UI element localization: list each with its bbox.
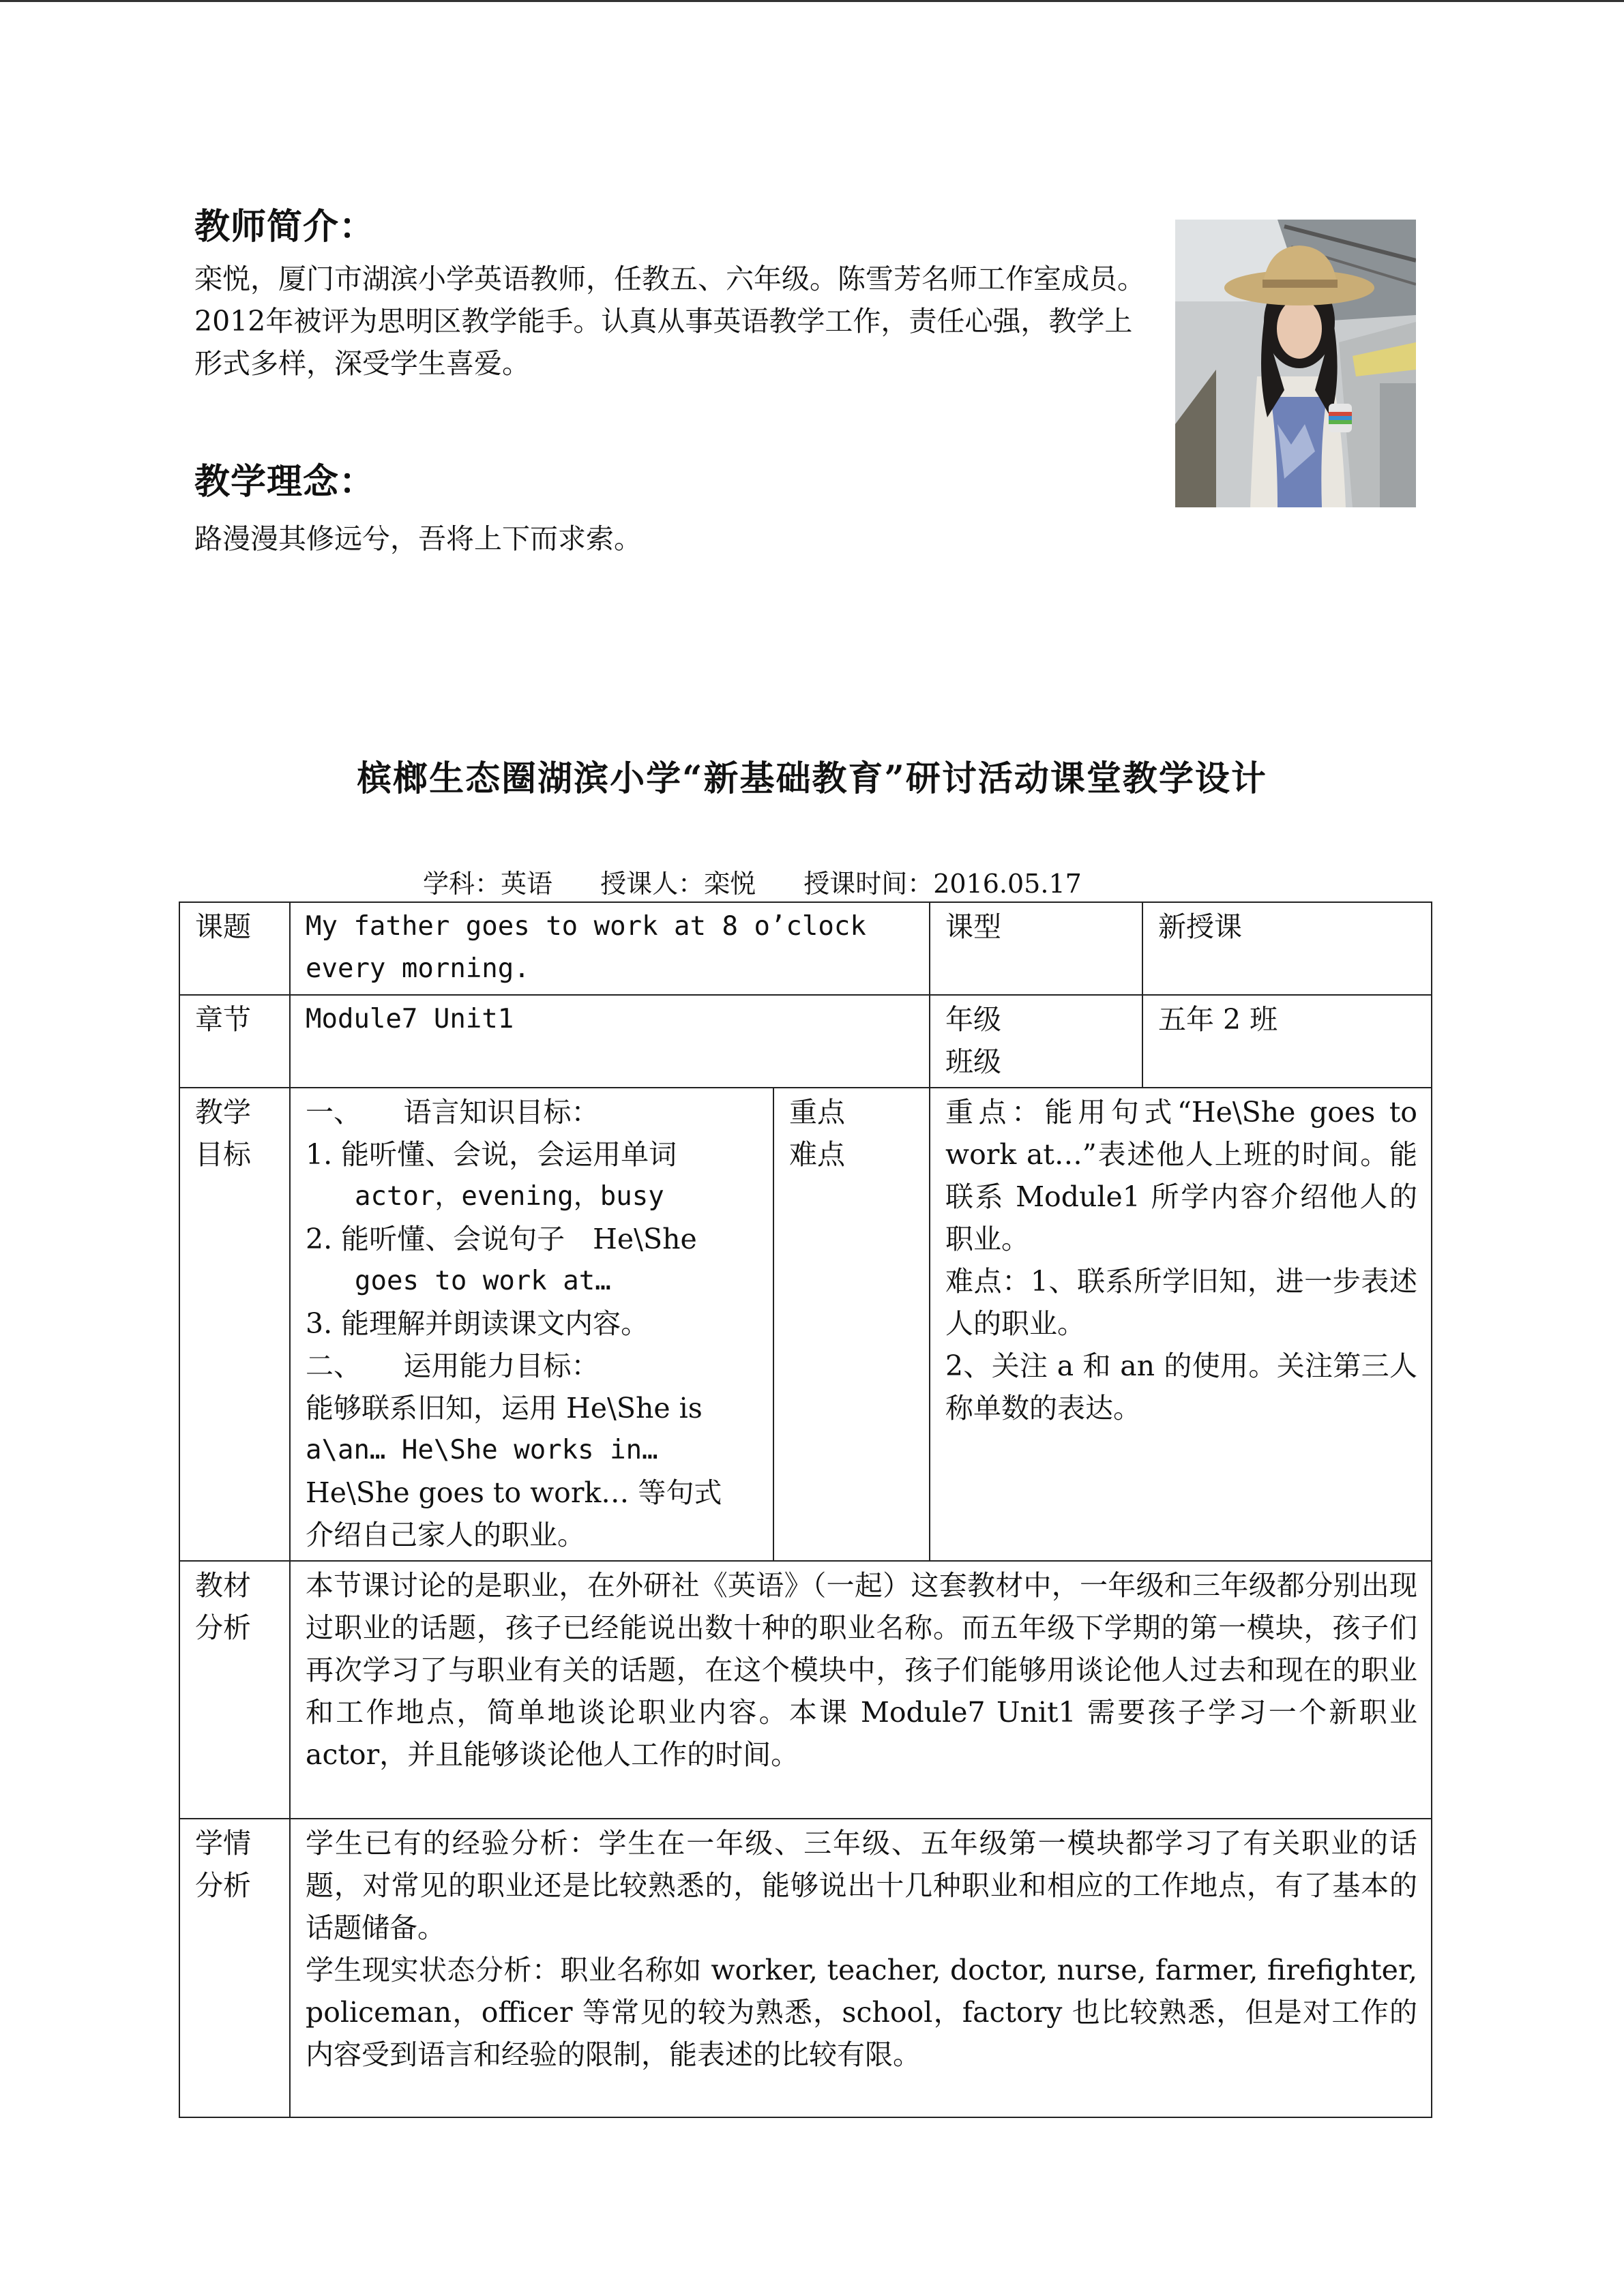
goal-line: 能够联系旧知，运用 He\She is bbox=[306, 1392, 703, 1425]
lesson-type-value: 新授课 bbox=[1142, 902, 1432, 995]
lesson-meta bbox=[423, 863, 1121, 900]
lesson-type-label: 课型 bbox=[930, 902, 1142, 995]
key-point-line: 重点：能用句式“He\She goes to work at…”表述他人上班的时间。能联系 Module1 所学内容介绍他人的职业。 bbox=[945, 1096, 1417, 1255]
table-row-goals bbox=[179, 1088, 1432, 1561]
material-analysis-text: 本节课讨论的是职业，在外研社《英语》（一起）这套教材中，一年级和三年级都分别出现过职业的话题，孩子已经能说出数十种的职业名称。而五年级下学期的第一模块，孩子们再次学习了与职业有关的话题，在这个模块中，孩子们能够用谈论他人过去和现在的职业和工作地点，简单地谈论职业内容。本课 Module7 Unit1 需要孩子学习一个新职业 actor，并且能够谈论他人工作的时间。 bbox=[290, 1561, 1432, 1819]
teacher-photo bbox=[1175, 220, 1416, 507]
grade-label-line2: 班级 bbox=[945, 1045, 1001, 1078]
date-label: 授课时间：2016.05.17 bbox=[803, 869, 1082, 899]
table-row-learners bbox=[179, 1819, 1432, 2117]
chapter-label: 章节 bbox=[179, 995, 290, 1088]
difficulty-line: 难点：1、联系所学旧知，进一步表述人的职业。 bbox=[945, 1265, 1417, 1340]
chapter-value: Module7 Unit1 bbox=[290, 995, 930, 1088]
topic-title-line2: every morning. bbox=[306, 953, 530, 984]
goal-line: 1. 能听懂、会说，会运用单词 bbox=[306, 1138, 677, 1171]
learners-label bbox=[179, 1819, 290, 2117]
grade-value: 五年 2 班 bbox=[1142, 995, 1432, 1088]
table-row-chapter bbox=[179, 995, 1432, 1088]
learners-label-line1: 学情 bbox=[195, 1827, 251, 1860]
teacher-label: 授课人：栾悦 bbox=[600, 869, 756, 899]
key-points-label bbox=[773, 1088, 930, 1561]
table-row-material bbox=[179, 1561, 1432, 1819]
goal-line: 3. 能理解并朗读课文内容。 bbox=[306, 1307, 649, 1340]
goals-label-line2: 目标 bbox=[195, 1138, 251, 1171]
goal-line: actor，evening，busy bbox=[355, 1181, 664, 1212]
material-label-line2: 分析 bbox=[195, 1611, 251, 1644]
key-points-text bbox=[930, 1088, 1432, 1561]
material-label bbox=[179, 1561, 290, 1819]
page-top-border bbox=[0, 0, 1624, 2]
learner-experience-text: 学生已有的经验分析：学生在一年级、三年级、五年级第一模块都学习了有关职业的话题，对常见的职业还是比较熟悉的，能够说出十几种职业和相应的工作地点，有了基本的话题储备。 bbox=[306, 1827, 1417, 1944]
key-label-line1: 重点 bbox=[789, 1096, 845, 1129]
key-label-line2: 难点 bbox=[789, 1138, 845, 1171]
subject-label: 学科：英语 bbox=[423, 869, 553, 899]
goals-label-line1: 教学 bbox=[195, 1096, 251, 1129]
goal-line: goes to work at… bbox=[355, 1266, 611, 1296]
goal-line: 介绍自己家人的职业。 bbox=[306, 1519, 585, 1551]
philosophy-text: 路漫漫其修远兮，吾将上下而求索。 bbox=[194, 522, 642, 555]
goals-list bbox=[290, 1088, 773, 1561]
learner-status-text: 学生现实状态分析：职业名称如 worker, teacher, doctor, nurse, farmer, firefighter, policeman，officer 等常见的较为熟悉，school，factory 也比较熟悉，但是对工作的内容受到语言和经验的限制，能表述的比较有限。 bbox=[306, 1954, 1455, 2071]
goal-line: 一、 语言知识目标： bbox=[306, 1096, 600, 1129]
difficulty-line: 2、关注 a 和 an 的使用。关注第三人称单数的表达。 bbox=[945, 1350, 1417, 1425]
goal-line: 2. 能听懂、会说句子 He\She bbox=[306, 1223, 697, 1255]
intro-heading: 教师简介： bbox=[194, 207, 376, 248]
topic-label: 课题 bbox=[179, 902, 290, 995]
learner-analysis-text bbox=[290, 1819, 1455, 2117]
goals-label bbox=[179, 1088, 290, 1561]
goal-line: 二、 运用能力目标： bbox=[306, 1350, 600, 1382]
intro-text: 栾悦，厦门市湖滨小学英语教师，任教五、六年级。陈雪芳名师工作室成员。2012年被评为思明区教学能手。认真从事英语教学工作，责任心强，教学上形式多样，深受学生喜爱。 bbox=[194, 263, 1145, 380]
topic-title-line1: My father goes to work at 8 o’clock bbox=[306, 911, 866, 942]
material-label-line1: 教材 bbox=[195, 1569, 251, 1602]
lesson-plan-table bbox=[179, 901, 1455, 2118]
topic-cell bbox=[290, 902, 930, 995]
philosophy-heading: 教学理念： bbox=[194, 462, 376, 503]
goal-line: He\She goes to work… 等句式 bbox=[306, 1476, 722, 1509]
document-title: 槟榔生态圈湖滨小学“新基础教育”研讨活动课堂教学设计 bbox=[357, 758, 1267, 799]
teacher-photo-illustration bbox=[1175, 220, 1416, 507]
table-row-topic bbox=[179, 902, 1432, 995]
learners-label-line2: 分析 bbox=[195, 1869, 251, 1902]
grade-label bbox=[930, 995, 1142, 1088]
grade-label-line1: 年级 bbox=[945, 1003, 1001, 1036]
goal-line: a\an… He\She works in… bbox=[306, 1435, 658, 1465]
